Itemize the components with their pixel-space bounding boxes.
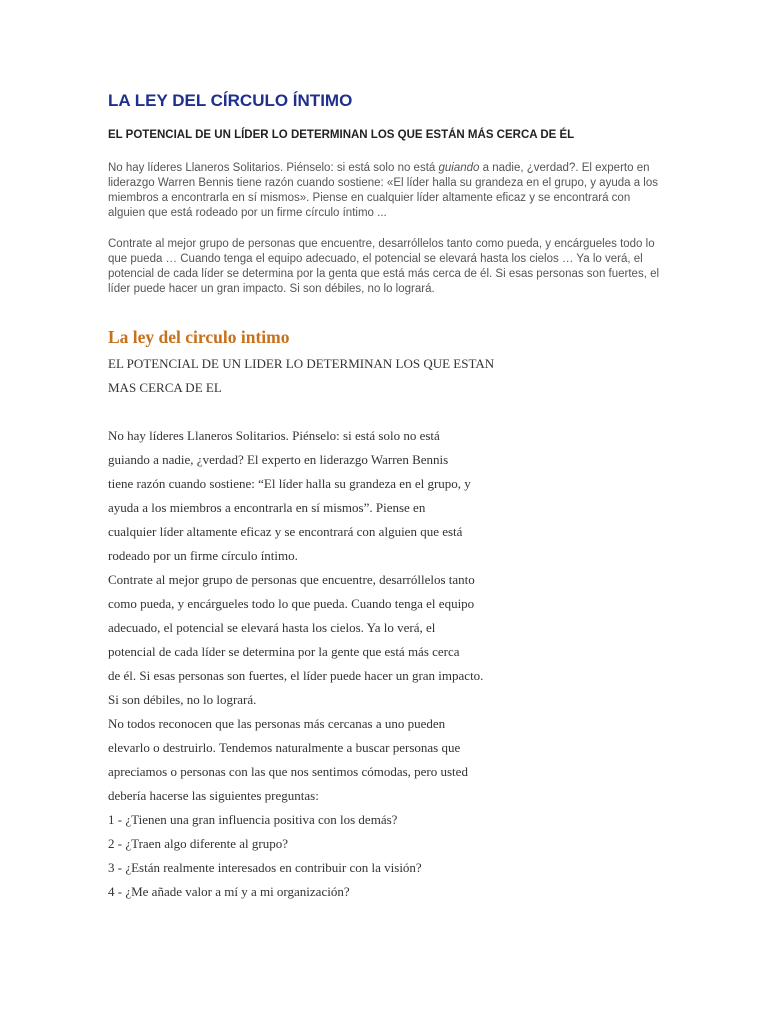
question-item: 3 - ¿Están realmente interesados en contribuir con la visión? [108, 860, 422, 875]
body-line: debería hacerse las siguientes preguntas: [108, 788, 319, 803]
question-item: 4 - ¿Me añade valor a mí y a mi organización? [108, 884, 350, 899]
body-line: apreciamos o personas con las que nos sentimos cómodas, pero usted [108, 764, 468, 779]
body-line: guiando a nadie, ¿verdad? El experto en liderazgo Warren Bennis [108, 452, 449, 467]
body-line: elevarlo o destruirlo. Tendemos naturalmente a buscar personas que [108, 740, 461, 755]
body-line: tiene razón cuando sostiene: “El líder halla su grandeza en el grupo, y [108, 476, 471, 491]
intro-paragraph-start: No hay líderes Llaneros Solitarios. Piénselo: si está solo no está [108, 162, 439, 174]
body-line: ayuda a los miembros a encontrarla en sí mismos”. Piense en [108, 500, 426, 515]
second-paragraph: Contrate al mejor grupo de personas que encuentre, desarróllelos tanto como pueda, y encárgueles todo lo que pueda … Cuando tenga el equipo adecuado, el potencial se elevará hasta los cielos … Ya lo verá, el potencial de cada líder se determina por la genta que está más cerca de él. Si esas personas son fuertes, el líder puede hacer un gran impacto. Si son débiles, no lo logrará. [108, 238, 660, 295]
question-item: 1 - ¿Tienen una gran influencia positiva con los demás? [108, 812, 398, 827]
body-line: cualquier líder altamente eficaz y se encontrará con alguien que está [108, 524, 463, 539]
body-line: como pueda, y encárgueles todo lo que pueda. Cuando tenga el equipo [108, 596, 475, 611]
body-line: No hay líderes Llaneros Solitarios. Piénselo: si está solo no está [108, 428, 440, 443]
body-line: Si son débiles, no lo logrará. [108, 692, 257, 707]
intro-paragraph [108, 161, 660, 221]
section-title: LA LEY DEL CÍRCULO ÍNTIMO [108, 91, 353, 110]
serif-subtitle-line: EL POTENCIAL DE UN LIDER LO DETERMINAN LOS QUE ESTAN [108, 356, 495, 371]
serif-subtitle-line: MAS CERCA DE EL [108, 380, 222, 395]
body-line: adecuado, el potencial se elevará hasta los cielos. Ya lo verá, el [108, 620, 436, 635]
intro-paragraph-emphasis: guiando [438, 162, 480, 174]
question-item: 2 - ¿Traen algo diferente al grupo? [108, 836, 289, 851]
body-line: No todos reconocen que las personas más cercanas a uno pueden [108, 716, 446, 731]
body-line: rodeado por un firme círculo íntimo. [108, 548, 298, 563]
body-line: potencial de cada líder se determina por la gente que está más cerca [108, 644, 460, 659]
section-subtitle: EL POTENCIAL DE UN LÍDER LO DETERMINAN LOS QUE ESTÁN MÁS CERCA DE ÉL [108, 129, 575, 141]
body-line: Contrate al mejor grupo de personas que encuentre, desarróllelos tanto [108, 572, 475, 587]
serif-section-title: La ley del circulo intimo [108, 327, 290, 347]
body-line: de él. Si esas personas son fuertes, el líder puede hacer un gran impacto. [108, 668, 484, 683]
serif-body-text [108, 424, 668, 904]
intro-paragraph-end: a nadie, ¿verdad?. El experto en liderazgo Warren Bennis tiene razón cuando sostiene: «El líder halla su grandeza en el grupo, y ayuda a los miembros a encontrarla en sí mismos». Piense en cualquier líder altamente eficaz y se encontrará con alguien que está rodeado por un firme círculo íntimo ... [108, 162, 658, 219]
serif-subtitle [108, 352, 668, 400]
